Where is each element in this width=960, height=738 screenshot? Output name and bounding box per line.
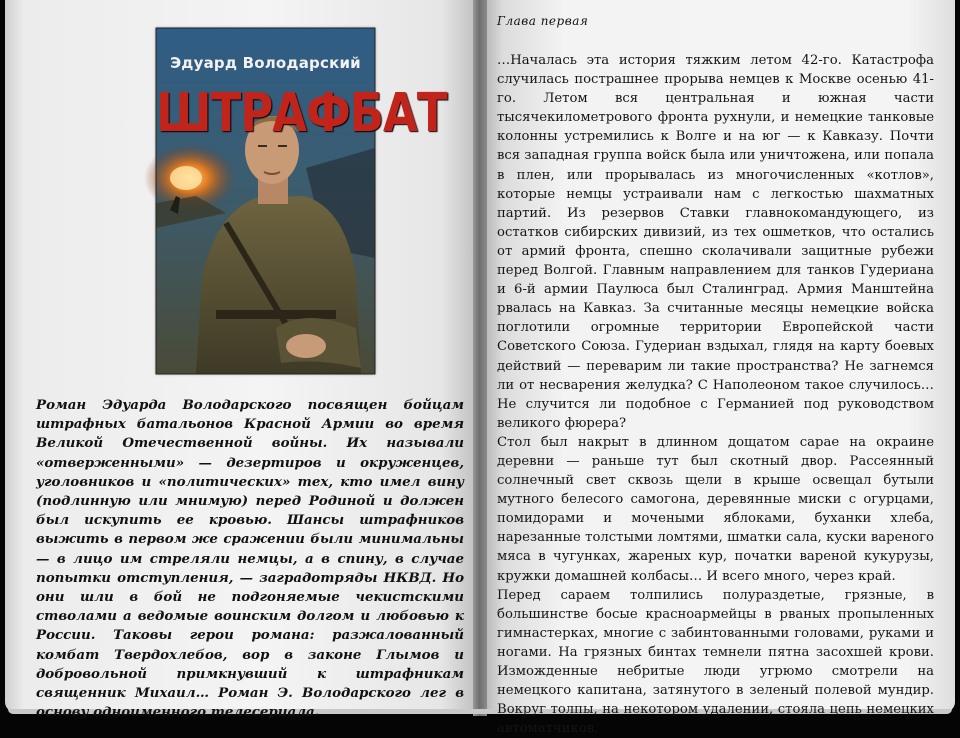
book-spine (473, 0, 487, 716)
chapter-text (497, 51, 934, 738)
paragraph: …Началась эта история тяжким летом 42-го. Катастрофа случилась пострашнее прорыва немцев к Москве осенью 41-го. Летом вся центральная и южная части тысячекилометрового фронта рухнули, и немецкие танковые колонны устремились к Волге и на юг — к Кавказу. Почти вся западная группа войск была или уничтожена, или попала в плен, или прорывалась из многочисленных «котлов», которые немцы устраивали нам с легкостью шахматных партий. Из резервов Ставки главнокомандующего, из остатков сибирских дивизий, из тех ошметков, что остались от армий фронта, спешно сколачивали защитные рубежи перед Волгой. Главным направлением для танков Гудериана и 6-й армии Паулюса был Сталинград. Армия Манштейна рвалась на Кавказ. За считанные месяцы немецкие войска поглотили огромные территории Европейской части Советского Союза. Гудериан вздыхал, глядя на карту боевых действий — переварим ли такие пространства? Не загнемся ли от несварения желудка? С Наполеоном такое случилось… Не случится ли подобное с Германией под руководством великого фюрера? (497, 53, 934, 431)
chapter-heading: Глава первая (497, 14, 589, 28)
paragraph: Стол был накрыт в длинном дощатом сарае на окраине деревни — раньше тут был скотный двор. Рассеянный солнечный свет сквозь щели в крыше освещал бутыли мутного белесого самогона, деревянные миски с огурцами, помидорами и мочеными яблоками, буханки хлеба, нарезанные толстыми ломтями, шматки сала, куски вареного мяса в чугунках, жареных кур, початки вареной кукурузы, кружки домашней колбасы… И всего много, через край. (497, 434, 934, 584)
cover-book-title: ШТРАФБАТ (156, 81, 447, 144)
paragraph: Перед сараем толпились полураздетые, грязные, в большинстве босые красноармейцы в рваных пропыленных гимнастерках, многие с забинтованными головами, руками и ногами. На грязных бинтах темнели пятна засохшей крови. Изможденные небритые люди угрюмо смотрели на немецкого капитана, затянутого в зеленый полевой мундир. Вокруг толпы, на некотором удалении, стояла цепь немецких автоматчиков. (497, 587, 934, 737)
cover-author-name: Эдуард Володарский (170, 54, 361, 72)
book-annotation: Роман Эдуарда Володарского посвящен бойцам штрафных батальонов Красной Армии во время Великой Отечественной войны. Их называли «отверженными» — дезертиров и окруженцев, уголовников и «политических» тех, кто имел вину (подлинную или мнимую) перед Родиной и должен был искупить ее кровью. Шансы штрафников выжить в первом же сражении были минимальны — в лицо им стреляли немцы, а в спину, в случае попытки отступления, — заградотряды НКВД. Но они шли в бой не подгоняемые чекистскими стволами а ведомые воинским долгом и любовью к России. Таковы герои романа: разжалованный комбат Твердохлебов, вор в законе Глымов и добровольной примкнувший к штрафникам священник Михаил… Роман Э. Володарского лег в основу одноименного телесериала. (36, 397, 464, 721)
book-cover-image (156, 28, 447, 374)
cover-illustration (156, 28, 447, 374)
